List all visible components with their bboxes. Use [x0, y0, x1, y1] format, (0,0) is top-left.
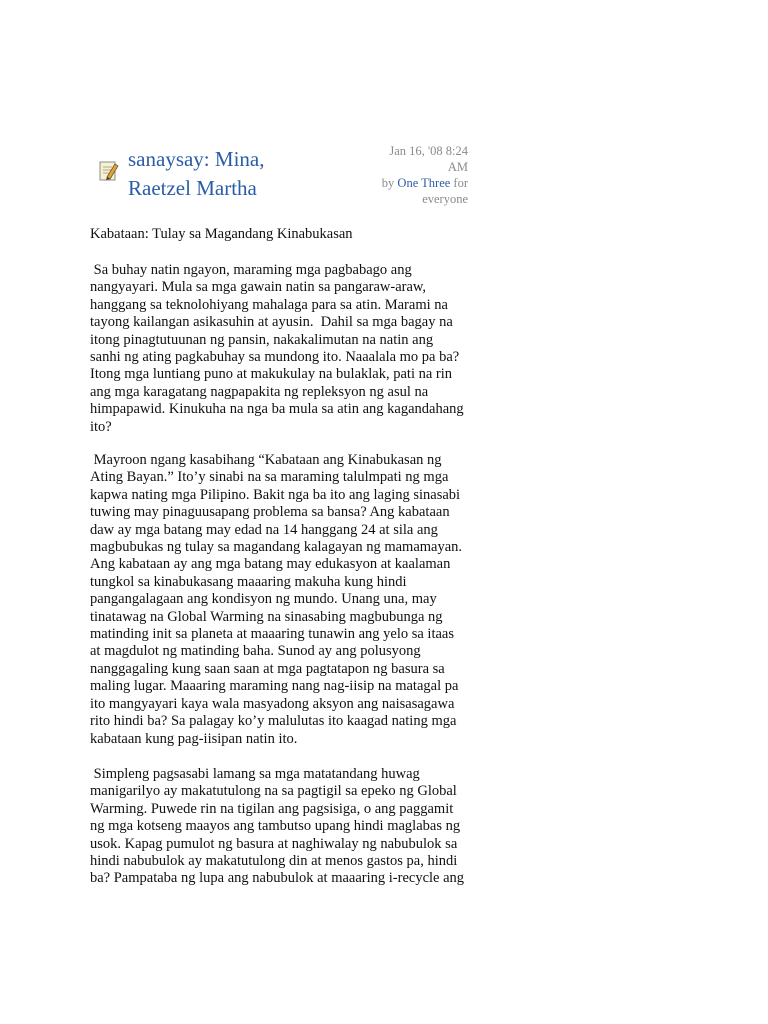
for-label: for — [453, 176, 468, 190]
by-label: by — [381, 176, 395, 190]
paragraph-line: manigarilyo ay makatutulong na sa pagtigil sa epeko ng Global — [90, 783, 457, 800]
paragraph-line: matinding init sa planeta at maaaring tunawin ang yelo sa itaas — [90, 626, 455, 643]
paragraph-line: tayong kailangan asikasuhin at ayusin. Dahil sa mga bagay na — [90, 314, 453, 331]
post-title-line-2[interactable]: Raetzel Martha — [128, 176, 257, 200]
paragraph-line: ito? — [90, 418, 112, 435]
post-meta — [340, 143, 468, 207]
paragraph-line: ng mga kotseng maayos ang tambutso upang hindi maglabas ng — [90, 818, 461, 835]
paragraph-line: Sa buhay natin ngayon, maraming mga pagbabago ang — [90, 262, 412, 278]
paragraph-line: kapwa nating mga Pilipino. Bakit nga ba ito ang laging sinasabi — [90, 486, 461, 503]
paragraph-line: Simpleng pagsasabi lamang sa mga matatandang huwag — [90, 766, 420, 782]
paragraph-line: Ang kabataan ay ang mga batang may edukasyon at kaalaman — [90, 556, 451, 573]
paragraph-line: hindi nabubulok ay makatutulong din at menos gastos pa, hindi — [90, 853, 458, 870]
paragraph-line: hanggang sa teknolohiyang mahalaga para sa atin. Marami na — [90, 296, 448, 313]
paragraph-line: maling lugar. Maaaring maraming nang nag-iisip na matagal pa — [90, 678, 459, 695]
paragraph-line: nangyayari. Mula sa mga gawain natin sa pangaraw-araw, — [90, 279, 427, 296]
paragraph-line: Warming. Puwede rin na tigilan ang pagsisiga, o ang paggamit — [90, 800, 454, 817]
post-date: Jan 16, '08 8:24 — [389, 144, 468, 158]
paragraph-line: at magdulot ng matinding baha. Sunod ay ang polusyong — [90, 643, 421, 660]
paragraph-line: nanggagaling kung saan saan at mga pagtatapon ng basura sa — [90, 660, 445, 677]
author-link[interactable]: One Three — [397, 176, 451, 190]
paragraph-line: ito mangyayari kaya wala masyadong aksyon ang naisasagawa — [90, 695, 455, 712]
paragraph-line: rito hindi ba? Sa palagay ko’y malulutas ito kaagad nating mga — [90, 713, 457, 730]
paragraph-line: Ating Bayan.” Ito’y sinabi na sa maraming talulmpati ng mga — [90, 469, 449, 486]
paragraph-line: magbubukas ng tulay sa magandang kalagayan ng mamamayan. — [90, 539, 463, 556]
paragraph-line: sanhi ng ating pagkabuhay sa mundong ito. Naaalala mo pa ba? — [90, 349, 460, 366]
post-byline — [340, 175, 468, 191]
article-paragraph-3 — [90, 766, 490, 888]
paragraph-line: pangangalagaan ang kondisyon ng mundo. Unang una, may — [90, 591, 437, 608]
paragraph-line: itong pinagtutuunan ng pansin, nakakalimutan na natin ang — [90, 331, 434, 348]
post-title-line-1[interactable]: sanaysay: Mina, — [128, 147, 265, 171]
article-paragraph-1 — [90, 262, 490, 436]
paragraph-line: daw ay mga batang may edad na 14 hanggang 24 at sila ang — [90, 521, 438, 538]
paragraph-line: himpapawid. Kinukuha na nga ba mula sa atin ang kagandahang — [90, 401, 464, 418]
document-pencil-icon — [99, 160, 119, 182]
paragraph-line: ang mga karagatang nagpapakita ng repleksyon ng asul na — [90, 383, 429, 400]
post-audience: everyone — [422, 192, 468, 206]
post-time-suffix: AM — [447, 160, 468, 174]
article-paragraph-2 — [90, 452, 490, 748]
paragraph-line: Mayroon ngang kasabihang “Kabataan ang Kinabukasan ng — [90, 452, 442, 468]
paragraph-line: kabataan kung pag-iisipan natin ito. — [90, 730, 298, 747]
paragraph-line: ba? Pampataba ng lupa ang nabubulok at maaaring i-recycle ang — [90, 870, 465, 887]
paragraph-line: Itong mga luntiang puno at makukulay na bulaklak, pati na rin — [90, 366, 453, 383]
paragraph-line: tinatawag na Global Warming na sinasabing magbubunga ng — [90, 608, 443, 625]
paragraph-line: tuwing may pinaguusapang problema sa bansa? Ang kabataan — [90, 504, 450, 521]
paragraph-line: tungkol sa kinabukasang maaaring makuha kung hindi — [90, 573, 407, 590]
post-title[interactable] — [128, 145, 338, 203]
paragraph-line: usok. Kapag pumulot ng basura at naghiwalay ng nabubulok sa — [90, 835, 458, 852]
article-heading: Kabataan: Tulay sa Magandang Kinabukasan — [90, 226, 353, 242]
